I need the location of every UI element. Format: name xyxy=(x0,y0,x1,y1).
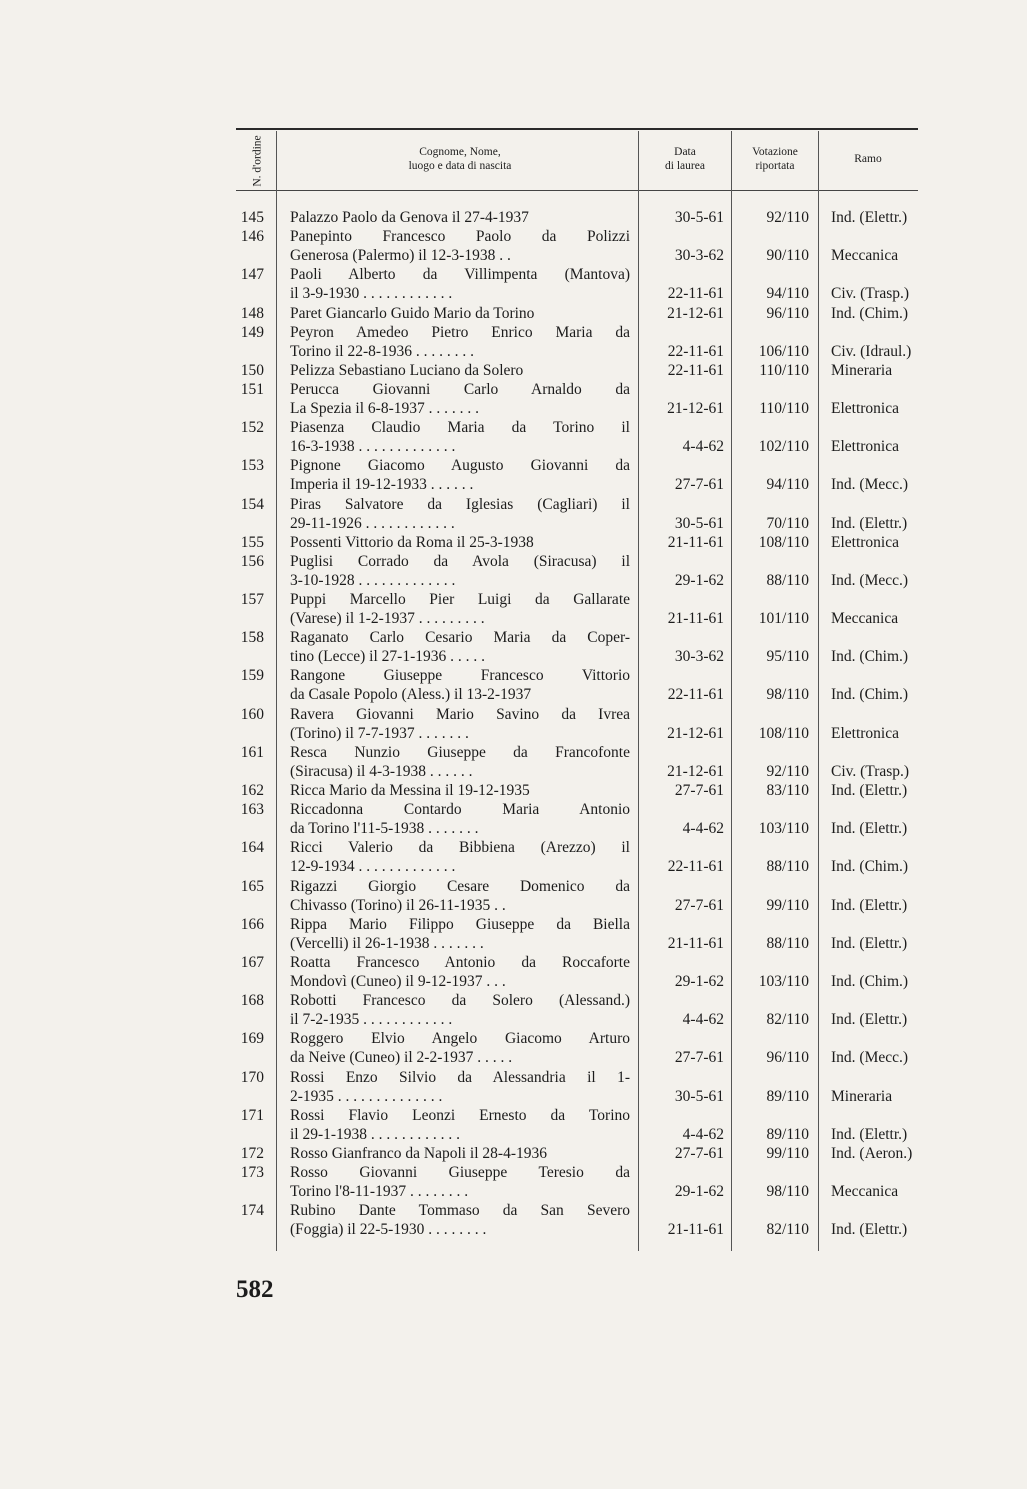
row-vote: 82/110 xyxy=(766,1011,809,1029)
row-name-line: (Varese) il 1-2-1937 . . . . . . . . . xyxy=(290,610,485,628)
row-date: 21-12-61 xyxy=(667,399,724,417)
row-name-line: Possenti Vittorio da Roma il 25-3-1938 xyxy=(290,533,534,551)
table-row xyxy=(0,362,1027,381)
row-name-line: 2-1935 . . . . . . . . . . . . . . xyxy=(290,1087,443,1105)
row-name-line: Rubino Dante Tommaso da San Severo xyxy=(290,1202,630,1220)
row-vote: 88/110 xyxy=(766,858,809,876)
row-name-line: Puppi Marcello Pier Luigi da Gallarate xyxy=(290,591,630,608)
row-number: 158 xyxy=(240,629,264,647)
row-vote: 110/110 xyxy=(759,361,809,379)
row-date: 27-7-61 xyxy=(674,1144,724,1162)
row-name-line: 16-3-1938 . . . . . . . . . . . . . xyxy=(290,438,456,456)
row-ramo: Ind. (Elettr.) xyxy=(831,820,908,838)
row-date: 30-5-61 xyxy=(674,514,724,532)
row-number: 147 xyxy=(240,266,264,284)
row-name-line: Rosso Giovanni Giuseppe Teresio da xyxy=(290,1164,630,1181)
row-date: 21-12-61 xyxy=(667,762,724,780)
row-name-line: Rangone Giuseppe Francesco Vittorio xyxy=(290,667,630,685)
table-row xyxy=(0,534,1027,553)
row-name-line: Torino l'8-11-1937 . . . . . . . . xyxy=(290,1183,469,1201)
row-number: 153 xyxy=(240,457,264,475)
row-ramo: Ind. (Elettr.) xyxy=(831,209,908,226)
row-name-line: (Siracusa) il 4-3-1938 . . . . . . xyxy=(290,762,473,780)
row-date: 29-1-62 xyxy=(674,1183,724,1201)
row-vote: 106/110 xyxy=(758,342,809,360)
row-ramo: Meccanica xyxy=(831,610,899,628)
row-number: 145 xyxy=(240,209,264,226)
row-date: 21-11-61 xyxy=(667,1221,724,1239)
row-name-line: 3-10-1928 . . . . . . . . . . . . . xyxy=(290,571,456,589)
row-date: 22-11-61 xyxy=(667,686,724,704)
row-ramo: Ind. (Elettr.) xyxy=(831,782,908,799)
row-ramo: Ind. (Chim.) xyxy=(831,686,909,704)
row-vote: 94/110 xyxy=(766,476,809,494)
row-vote: 108/110 xyxy=(758,533,809,551)
table-row xyxy=(0,782,1027,801)
table-row xyxy=(0,954,1027,992)
table-row xyxy=(0,457,1027,495)
table-row xyxy=(0,324,1027,362)
header-nome-line2: luogo e data di nascita xyxy=(408,160,512,172)
row-ramo: Civ. (Trasp.) xyxy=(831,762,910,780)
row-name-line: Riccadonna Contardo Maria Antonio xyxy=(290,801,630,819)
row-date: 30-5-61 xyxy=(674,1087,724,1105)
table-header-rule xyxy=(236,190,918,191)
row-ramo: Ind. (Aeron.) xyxy=(831,1144,913,1162)
row-vote: 92/110 xyxy=(766,209,809,226)
header-votazione-line1: Votazione xyxy=(752,146,798,158)
row-date: 30-3-62 xyxy=(674,648,724,666)
row-number: 159 xyxy=(240,667,264,685)
row-ramo: Elettronica xyxy=(831,724,899,742)
row-vote: 94/110 xyxy=(766,285,809,303)
row-number: 169 xyxy=(240,1030,264,1048)
row-name-line: il 29-1-1938 . . . . . . . . . . . . xyxy=(290,1125,461,1143)
row-name-line: Roggero Elvio Angelo Giacomo Arturo xyxy=(290,1030,630,1048)
table-row xyxy=(0,591,1027,629)
row-date: 21-11-61 xyxy=(667,934,724,952)
row-number: 167 xyxy=(240,953,264,971)
row-ramo: Civ. (Idraul.) xyxy=(831,342,912,360)
table-row xyxy=(0,1164,1027,1202)
table-row xyxy=(0,419,1027,457)
row-ramo: Elettronica xyxy=(831,438,899,456)
row-name-line: tino (Lecce) il 27-1-1936 . . . . . xyxy=(290,648,485,666)
table-row xyxy=(0,629,1027,667)
table-row xyxy=(0,916,1027,954)
row-date: 4-4-62 xyxy=(682,1125,724,1143)
row-vote: 110/110 xyxy=(759,399,809,417)
header-data-line1: Data xyxy=(674,146,696,158)
row-ramo: Civ. (Trasp.) xyxy=(831,285,910,303)
row-name-line: (Vercelli) il 26-1-1938 . . . . . . . xyxy=(290,934,484,952)
header-ramo xyxy=(820,152,916,166)
row-name-line: (Torino) il 7-7-1937 . . . . . . . xyxy=(290,724,469,742)
row-vote: 88/110 xyxy=(766,571,809,589)
header-ramo-label: Ramo xyxy=(854,153,882,165)
row-name-line: da Neive (Cuneo) il 2-2-1937 . . . . . xyxy=(290,1049,513,1067)
row-ramo: Mineraria xyxy=(831,1087,893,1105)
row-vote: 98/110 xyxy=(766,1183,809,1201)
row-date: 27-7-61 xyxy=(674,782,724,799)
row-name-line: Paret Giancarlo Guido Mario da Torino xyxy=(290,304,535,322)
row-name-line: Piras Salvatore da Iglesias (Cagliari) il xyxy=(290,495,630,513)
table-row xyxy=(0,266,1027,304)
row-number: 156 xyxy=(240,552,264,570)
row-name-line: Paoli Alberto da Villimpenta (Mantova) xyxy=(290,266,630,284)
row-name-line: da Casale Popolo (Aless.) il 13-2-1937 xyxy=(290,686,532,704)
row-name-line: Imperia il 19-12-1933 . . . . . . xyxy=(290,476,474,494)
row-date: 21-12-61 xyxy=(667,304,724,322)
row-name-line: Generosa (Palermo) il 12-3-1938 . . xyxy=(290,247,511,265)
row-number: 146 xyxy=(240,228,264,246)
row-vote: 103/110 xyxy=(758,820,809,838)
table-row xyxy=(0,496,1027,534)
table-row xyxy=(0,1202,1027,1240)
row-ramo: Ind. (Chim.) xyxy=(831,858,909,876)
row-vote: 101/110 xyxy=(758,610,809,628)
header-data xyxy=(640,145,730,173)
row-ramo: Elettronica xyxy=(831,533,899,551)
row-name-line: 12-9-1934 . . . . . . . . . . . . . xyxy=(290,858,456,876)
row-name-line: Rosso Gianfranco da Napoli il 28-4-1936 xyxy=(290,1144,547,1162)
row-number: 152 xyxy=(240,419,264,437)
row-ramo: Ind. (Chim.) xyxy=(831,304,909,322)
row-number: 161 xyxy=(240,743,264,761)
row-date: 21-12-61 xyxy=(667,724,724,742)
row-name-line: Ravera Giovanni Mario Savino da Ivrea xyxy=(290,705,630,723)
row-vote: 89/110 xyxy=(766,1087,809,1105)
header-votazione-line2: riportata xyxy=(755,160,795,172)
row-vote: 96/110 xyxy=(766,304,809,322)
table-row xyxy=(0,744,1027,782)
row-ramo: Mineraria xyxy=(831,361,893,379)
table-top-rule xyxy=(236,128,918,130)
row-ramo: Ind. (Mecc.) xyxy=(831,571,909,589)
table-row xyxy=(0,228,1027,266)
row-vote: 102/110 xyxy=(758,438,809,456)
row-number: 174 xyxy=(240,1202,264,1220)
row-ramo: Ind. (Elettr.) xyxy=(831,934,908,952)
row-date: 22-11-61 xyxy=(667,858,724,876)
row-number: 157 xyxy=(240,591,264,608)
row-number: 168 xyxy=(240,992,264,1010)
row-name-line: Rossi Flavio Leonzi Ernesto da Torino xyxy=(290,1106,630,1124)
row-date: 27-7-61 xyxy=(674,896,724,914)
row-vote: 92/110 xyxy=(766,762,809,780)
row-vote: 96/110 xyxy=(766,1049,809,1067)
row-name-line: Palazzo Paolo da Genova il 27-4-1937 xyxy=(290,209,529,226)
header-n-ordine-label: N. d'ordine xyxy=(252,135,265,187)
page-number: 582 xyxy=(236,1276,274,1303)
row-vote: 82/110 xyxy=(766,1221,809,1239)
table-row xyxy=(0,305,1027,324)
header-nome xyxy=(290,145,630,173)
row-name-line: Rippa Mario Filippo Giuseppe da Biella xyxy=(290,915,630,933)
row-vote: 98/110 xyxy=(766,686,809,704)
table-row xyxy=(0,667,1027,705)
row-ramo: Meccanica xyxy=(831,1183,899,1201)
row-ramo: Ind. (Mecc.) xyxy=(831,476,909,494)
row-number: 151 xyxy=(240,380,264,398)
row-date: 27-7-61 xyxy=(674,1049,724,1067)
row-vote: 83/110 xyxy=(766,782,809,799)
row-date: 22-11-61 xyxy=(667,285,724,303)
row-name-line: Rossi Enzo Silvio da Alessandria il 1- xyxy=(290,1068,630,1086)
row-name-line: Puglisi Corrado da Avola (Siracusa) il xyxy=(290,552,630,570)
row-number: 155 xyxy=(240,533,264,551)
header-data-line2: di laurea xyxy=(665,160,705,172)
row-name-line: Piasenza Claudio Maria da Torino il xyxy=(290,419,630,437)
row-ramo: Elettronica xyxy=(831,399,899,417)
row-date: 21-11-61 xyxy=(667,610,724,628)
table-row xyxy=(0,1069,1027,1107)
row-name-line: Mondovì (Cuneo) il 9-12-1937 . . . xyxy=(290,972,506,990)
row-name-line: Pelizza Sebastiano Luciano da Solero xyxy=(290,361,524,379)
row-name-line: La Spezia il 6-8-1937 . . . . . . . xyxy=(290,399,479,417)
row-number: 163 xyxy=(240,801,264,819)
row-ramo: Ind. (Chim.) xyxy=(831,648,909,666)
row-name-line: Peyron Amedeo Pietro Enrico Maria da xyxy=(290,323,630,341)
row-ramo: Ind. (Elettr.) xyxy=(831,1125,908,1143)
table-row xyxy=(0,209,1027,228)
row-date: 30-3-62 xyxy=(674,247,724,265)
row-number: 162 xyxy=(240,782,264,799)
row-name-line: Pignone Giacomo Augusto Giovanni da xyxy=(290,457,630,475)
header-nome-line1: Cognome, Nome, xyxy=(419,146,501,158)
row-vote: 103/110 xyxy=(758,972,809,990)
row-number: 148 xyxy=(240,304,264,322)
row-name-line: Raganato Carlo Cesario Maria da Coper- xyxy=(290,629,630,647)
row-ramo: Ind. (Elettr.) xyxy=(831,1011,908,1029)
table-row xyxy=(0,1145,1027,1164)
header-n-ordine xyxy=(244,135,272,187)
row-vote: 88/110 xyxy=(766,934,809,952)
table-row xyxy=(0,801,1027,839)
row-number: 165 xyxy=(240,877,264,895)
table-row xyxy=(0,381,1027,419)
row-date: 27-7-61 xyxy=(674,476,724,494)
row-date: 4-4-62 xyxy=(682,820,724,838)
row-name-line: Perucca Giovanni Carlo Arnaldo da xyxy=(290,380,630,398)
row-ramo: Ind. (Elettr.) xyxy=(831,1221,908,1239)
row-name-line: Rigazzi Giorgio Cesare Domenico da xyxy=(290,877,630,895)
row-date: 21-11-61 xyxy=(667,533,724,551)
row-number: 172 xyxy=(240,1144,264,1162)
row-ramo: Meccanica xyxy=(831,247,899,265)
row-vote: 95/110 xyxy=(766,648,809,666)
header-votazione xyxy=(733,145,817,173)
row-number: 173 xyxy=(240,1164,264,1181)
row-name-line: Resca Nunzio Giuseppe da Francofonte xyxy=(290,743,630,761)
table-row xyxy=(0,1107,1027,1145)
row-date: 4-4-62 xyxy=(682,438,724,456)
row-name-line: Ricca Mario da Messina il 19-12-1935 xyxy=(290,782,530,799)
row-date: 29-1-62 xyxy=(674,972,724,990)
row-vote: 89/110 xyxy=(766,1125,809,1143)
row-ramo: Ind. (Elettr.) xyxy=(831,514,908,532)
row-date: 4-4-62 xyxy=(682,1011,724,1029)
table-row xyxy=(0,706,1027,744)
row-number: 166 xyxy=(240,915,264,933)
row-name-line: Torino il 22-8-1936 . . . . . . . . xyxy=(290,342,475,360)
row-ramo: Ind. (Mecc.) xyxy=(831,1049,909,1067)
row-name-line: Roatta Francesco Antonio da Roccaforte xyxy=(290,953,630,971)
row-date: 22-11-61 xyxy=(667,342,724,360)
row-name-line: (Foggia) il 22-5-1930 . . . . . . . . xyxy=(290,1221,487,1239)
row-ramo: Ind. (Elettr.) xyxy=(831,896,908,914)
table-row xyxy=(0,553,1027,591)
row-name-line: Chivasso (Torino) il 26-11-1935 . . xyxy=(290,896,506,914)
row-name-line: Robotti Francesco da Solero (Alessand.) xyxy=(290,992,630,1010)
table-row xyxy=(0,1030,1027,1068)
row-number: 149 xyxy=(240,323,264,341)
row-vote: 90/110 xyxy=(766,247,809,265)
row-date: 22-11-61 xyxy=(667,361,724,379)
row-name-line: 29-11-1926 . . . . . . . . . . . . xyxy=(290,514,455,532)
row-name-line: da Torino l'11-5-1938 . . . . . . . xyxy=(290,820,479,838)
row-ramo: Ind. (Chim.) xyxy=(831,972,909,990)
row-number: 154 xyxy=(240,495,264,513)
row-number: 170 xyxy=(240,1068,264,1086)
row-name-line: Panepinto Francesco Paolo da Polizzi xyxy=(290,228,630,246)
table-row xyxy=(0,992,1027,1030)
row-name-line: Ricci Valerio da Bibbiena (Arezzo) il xyxy=(290,839,630,857)
table-row xyxy=(0,878,1027,916)
row-name-line: il 3-9-1930 . . . . . . . . . . . . xyxy=(290,285,453,303)
row-vote: 108/110 xyxy=(758,724,809,742)
row-number: 160 xyxy=(240,705,264,723)
table-row xyxy=(0,839,1027,877)
row-number: 171 xyxy=(240,1106,264,1124)
row-date: 29-1-62 xyxy=(674,571,724,589)
row-number: 150 xyxy=(240,361,264,379)
row-number: 164 xyxy=(240,839,264,857)
row-vote: 70/110 xyxy=(766,514,809,532)
row-vote: 99/110 xyxy=(766,1144,809,1162)
row-vote: 99/110 xyxy=(766,896,809,914)
row-name-line: il 7-2-1935 . . . . . . . . . . . . xyxy=(290,1011,453,1029)
row-date: 30-5-61 xyxy=(674,209,724,226)
